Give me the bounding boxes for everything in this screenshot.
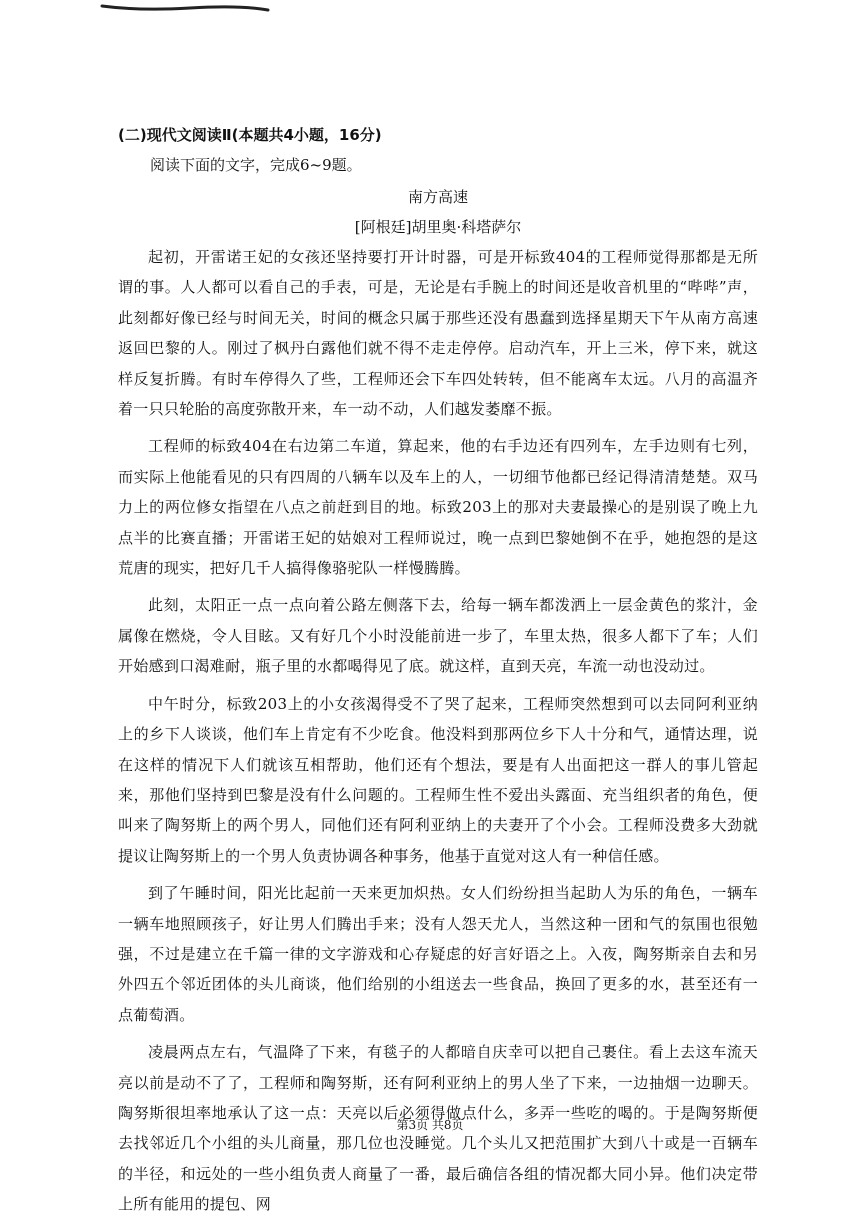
scan-smudge-mark xyxy=(100,2,270,12)
article-paragraph-3: 此刻，太阳正一点一点向着公路左侧落下去，给每一辆车都泼洒上一层金黄色的浆汁，金属像在燃烧，令人目眩。又有好几个小时没能前进一步了，车里太热，很多人都下了车；人们开始感到口渴难耐，瓶子里的水都喝得见了底。就这样，直到天亮，车流一动也没动过。 xyxy=(118,596,758,676)
reading-instruction: 阅读下面的文字，完成6~9题。 xyxy=(150,156,362,174)
article-paragraph-4: 中午时分，标致203上的小女孩渴得受不了哭了起来，工程师突然想到可以去同阿利亚纳上的乡下人谈谈，他们车上肯定有不少吃食。他没料到那两位乡下人十分和气，通情达理，说在这样的情况下人们就该互相帮助，他们还有个想法，要是有人出面把这一群人的事儿管起来，那他们坚持到巴黎是没有什么问题的。工程师生性不爱出头露面、充当组织者的角色，便叫来了陶努斯上的两个男人，同他们还有阿利亚纳上的夫妻开了个小会。工程师没费多大劲就提议让陶努斯上的一个男人负责协调各种事务，他基于直觉对这人有一种信任感。 xyxy=(118,694,758,865)
page-number-footer: 第3页 共8页 xyxy=(396,1118,464,1132)
exam-page-content xyxy=(118,120,758,1227)
article-author: [阿根廷]胡里奥·科塔萨尔 xyxy=(354,218,522,236)
article-paragraph-2: 工程师的标致404在右边第二车道，算起来，他的右手边还有四列车，左手边则有七列，而实际上他能看见的只有四周的八辆车以及车上的人，一切细节他都已经记得清清楚楚。双马力上的两位修女指望在八点之前赶到目的地。标致203上的那对夫妻最操心的是别误了晚上九点半的比赛直播；开雷诺王妃的姑娘对工程师说过，晚一点到巴黎她倒不在乎，她抱怨的是这荒唐的现实，把好几千人搞得像骆驼队一样慢腾腾。 xyxy=(118,437,758,578)
article-paragraph-1: 起初，开雷诺王妃的女孩还坚持要打开计时器，可是开标致404的工程师觉得那都是无所谓的事。人人都可以看自己的手表，可是，无论是右手腕上的时间还是收音机里的“哔哔”声，此刻都好像已经与时间无关，时间的概念只属于那些还没有愚蠢到选择星期天下午从南方高速返回巴黎的人。刚过了枫丹白露他们就不得不走走停停。启动汽车，开上三米，停下来，就这样反复折腾。有时车停得久了些，工程师还会下车四处转转，但不能离车太远。八月的高温齐着一只只轮胎的高度弥散开来，车一动不动，人们越发萎靡不振。 xyxy=(118,248,758,419)
article-paragraph-5: 到了午睡时间，阳光比起前一天来更加炽热。女人们纷纷担当起助人为乐的角色，一辆车一辆车地照顾孩子，好让男人们腾出手来；没有人怨天尤人，当然这种一团和气的氛围也很勉强，不过是建立在千篇一律的文字游戏和心存疑虑的好言好语之上。入夜，陶努斯亲自去和另外四五个邻近团体的头儿商谈，他们给别的小组送去一些食品，换回了更多的水，甚至还有一点葡萄酒。 xyxy=(118,884,758,1024)
article-paragraph-6: 凌晨两点左右，气温降了下来，有毯子的人都暗自庆幸可以把自己裹住。看上去这车流天亮以前是动不了了，工程师和陶努斯，还有阿利亚纳上的男人坐了下来，一边抽烟一边聊天。陶努斯很坦率地承认了这一点：天亮以后必须得做点什么，多弄一些吃的喝的。于是陶努斯便去找邻近几个小组的头儿商量，那几位也没睡觉。几个头儿又把范围扩大到八十或是一百辆车的半径，和远处的一些小组负责人商量了一番，最后确信各组的情况都大同小异。他们决定带上所有能用的提包、网 xyxy=(118,1043,758,1214)
section-title: (二)现代文阅读Ⅱ(本题共4小题，16分) xyxy=(118,126,382,144)
article-title: 南方高速 xyxy=(407,188,468,206)
